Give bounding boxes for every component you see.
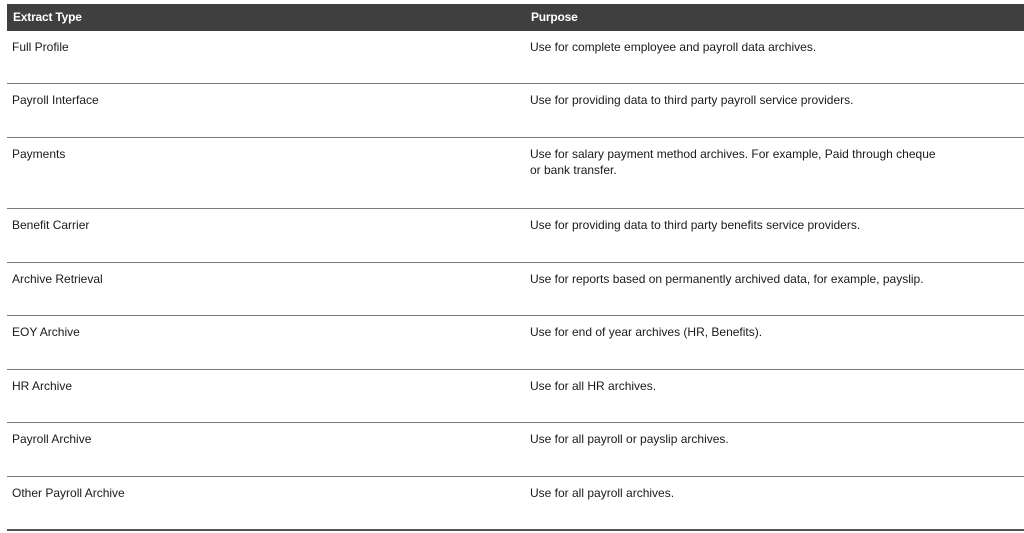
header-extract-type: Extract Type xyxy=(13,10,82,24)
extract-type-cell: Payroll Interface xyxy=(12,93,99,107)
extract-type-cell: Full Profile xyxy=(12,40,69,54)
table-row xyxy=(7,263,1024,316)
table-row xyxy=(7,209,1024,263)
table-row xyxy=(7,477,1024,531)
extract-type-cell: Other Payroll Archive xyxy=(12,486,125,500)
extract-type-cell: Payroll Archive xyxy=(12,432,92,446)
extract-type-cell: HR Archive xyxy=(12,379,73,393)
purpose-cell: Use for all payroll archives. xyxy=(530,486,675,500)
extract-type-cell: Benefit Carrier xyxy=(12,218,90,232)
table-row xyxy=(7,370,1024,423)
table-row xyxy=(7,316,1024,370)
table-row xyxy=(7,138,1024,209)
purpose-cell: Use for providing data to third party benefits service providers. xyxy=(530,218,861,232)
purpose-cell: Use for complete employee and payroll data archives. xyxy=(530,40,817,54)
header-purpose: Purpose xyxy=(531,10,578,24)
extract-types-table xyxy=(7,4,1024,531)
table-row xyxy=(7,84,1024,138)
purpose-cell: Use for all HR archives. xyxy=(530,379,657,393)
extract-type-cell: Payments xyxy=(12,147,66,161)
extract-type-cell: Archive Retrieval xyxy=(12,272,103,286)
purpose-cell: Use for reports based on permanently archived data, for example, payslip. xyxy=(530,272,924,286)
extract-type-cell: EOY Archive xyxy=(12,325,80,339)
purpose-cell: Use for salary payment method archives. For example, Paid through cheque or bank transfer. xyxy=(530,147,936,177)
table-header xyxy=(7,4,1024,31)
purpose-cell: Use for providing data to third party payroll service providers. xyxy=(530,93,854,107)
purpose-cell: Use for end of year archives (HR, Benefits). xyxy=(530,325,763,339)
table-row xyxy=(7,31,1024,84)
table-row xyxy=(7,423,1024,477)
purpose-cell: Use for all payroll or payslip archives. xyxy=(530,432,729,446)
